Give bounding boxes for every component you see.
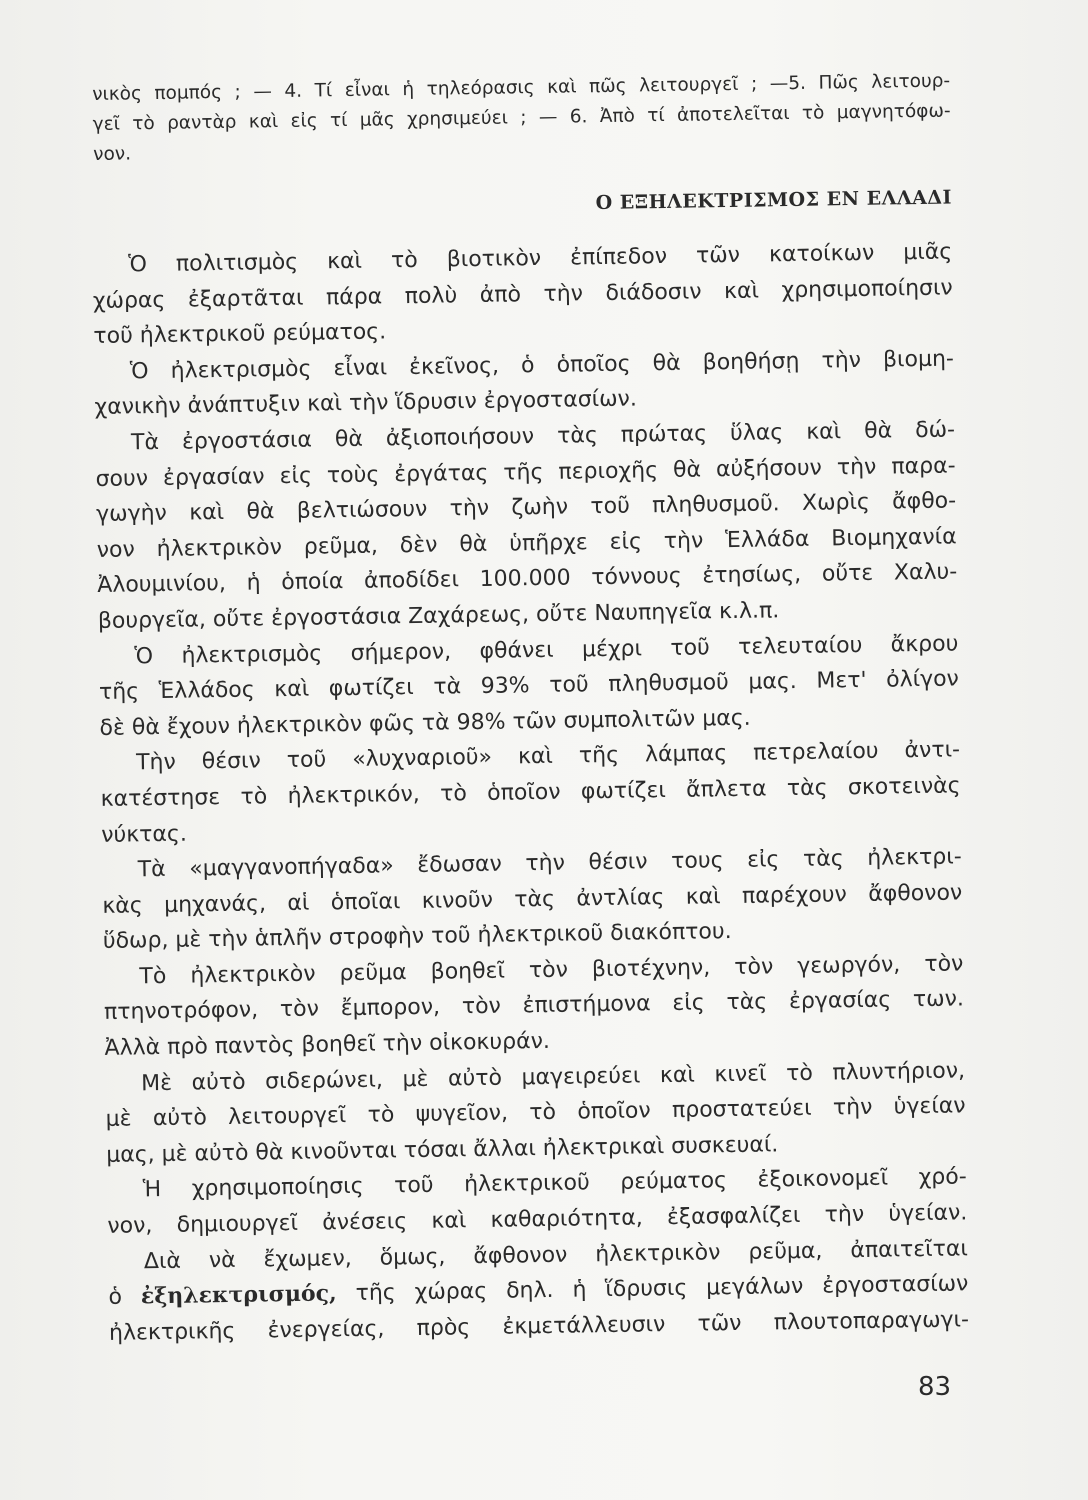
text-line: ἠλεκτρικῆς ἐνεργείας, πρὸς ἐκμετάλλευσιν τῶν πλουτοπαραγωγι-: [108, 1307, 970, 1346]
text-line: βουργεῖα, οὔτε ἐργοστάσια Ζαχάρεως, οὔτε Ναυπηγεῖα κ.λ.π.: [97, 598, 780, 634]
text-line: μὲ αὐτὸ λειτουργεῖ τὸ ψυγεῖον, τὸ ὁποῖον προστατεύει τὴν ὑγείαν: [105, 1093, 966, 1133]
text-line: Μὲ αὐτὸ σιδερώνει, μὲ αὐτὸ μαγειρεύει καὶ κινεῖ τὸ πλυντήριον,: [140, 1058, 966, 1096]
text-line: κατέστησε τὸ ἠλεκτρικόν, τὸ ὁποῖον φωτίζει ἄπλετα τὰς σκοτεινὰς: [100, 773, 961, 812]
text-line: Ἀλλὰ πρὸ παντὸς βοηθεῖ τὴν οἰκοκυράν.: [104, 1028, 551, 1061]
text-line: πτηνοτρόφον, τὸν ἔμπορον, τὸν ἐπιστήμονα εἰς τὰς ἐργασίας των.: [103, 986, 965, 1026]
text-line: νον ἠλεκτρικὸν ρεῦμα, δὲν θὰ ὑπῆρχε εἰς τὴν Ἑλλάδα Βιομηχανία: [96, 524, 957, 563]
question-line: γεῖ τὸ ραντὰρ καὶ εἰς τί μᾶς χρησιμεύει ; — 6. Ἀπὸ τί ἀποτελεῖται τὸ μαγνητόφω-: [92, 100, 951, 135]
review-questions: [92, 67, 951, 170]
section-title: Ο ΕΞΗΛΕΚΤΡΙΣΜΟΣ ΕΝ ΕΛΛΑΔΙ: [595, 186, 953, 215]
text-line: τοῦ ἠλεκτρικοῦ ρεύματος.: [93, 319, 387, 350]
question-line: νον.: [93, 143, 132, 165]
text-line: δὲ θὰ ἔχουν ἠλεκτρικὸν φῶς τὰ 98% τῶν συμπολιτῶν μας.: [99, 705, 751, 741]
text-line: Τὰ ἐργοστάσια θὰ ἀξιοποιήσουν τὰς πρώτας ὕλας καὶ θὰ δώ-: [130, 417, 956, 456]
text-line: Τὴν θέσιν τοῦ «λυχναριοῦ» καὶ τῆς λάμπας πετρελαίου ἀντι-: [135, 737, 961, 776]
text-line: χώρας ἐξαρτᾶται πάρα πολὺ ἀπὸ τὴν διάδοσιν καὶ χρησιμοποίησιν: [92, 275, 953, 314]
text-line: σουν ἐργασίαν εἰς τοὺς ἐργάτας τῆς περιοχῆς θὰ αὐξήσουν τὴν παρα-: [95, 453, 956, 492]
question-line: νικὸς πομπός ; — 4. Τί εἶναι ἡ τηλεόρασις καὶ πῶς λειτουργεῖ ; —5. Πῶς λειτουρ-: [92, 70, 951, 105]
text-line: νύκτας.: [101, 821, 188, 848]
text-line: Ἡ χρησιμοποίησις τοῦ ἠλεκτρικοῦ ρεύματος ἐξοικονομεῖ χρό-: [142, 1164, 967, 1203]
text-line: Ὁ ἠλεκτρισμὸς σήμερον, φθάνει μέχρι τοῦ τελευταίου ἄκρου: [134, 630, 959, 669]
text-line: Διὰ νὰ ἔχωμεν, ὅμως, ἄφθονον ἠλεκτρικὸν ρεῦμα, ἀπαιτεῖται: [143, 1235, 969, 1274]
text-line: τῆς Ἑλλάδος καὶ φωτίζει τὰ 93% τοῦ πληθυσμοῦ μας. Μετ' ὀλίγον: [98, 666, 960, 706]
text-line: Ὁ πολιτισμὸς καὶ τὸ βιοτικὸν ἐπίπεδον τῶν κατοίκων μιᾶς: [128, 239, 953, 278]
text-line: νον, δημιουργεῖ ἀνέσεις καὶ καθαριότητα, ἐξασφαλίζει τὴν ὑγείαν.: [107, 1200, 968, 1239]
text-line: γωγὴν καὶ θὰ βελτιώσουν τὴν ζωὴν τοῦ πληθυσμοῦ. Χωρὶς ἄφθο-: [95, 488, 957, 528]
text-line: Ὁ ἠλεκτρισμὸς εἶναι ἐκεῖνος, ὁ ὁποῖος θὰ βοηθήσῃ τὴν βιομη-: [129, 346, 955, 385]
text-fragment: ὁ: [108, 1284, 142, 1311]
text-line: Τὸ ἠλεκτρικὸν ρεῦμα βοηθεῖ τὸν βιοτέχνην, τὸν γεωργόν, τὸν: [139, 951, 964, 990]
page-number: 83: [918, 1372, 952, 1402]
bold-term: ἐξηλεκτρισμός,: [140, 1280, 337, 1310]
text-line: Ἀλουμινίου, ἡ ὁποία ἀποδίδει 100.000 τόννους ἐτησίως, οὔτε Χαλυ-: [97, 559, 958, 599]
text-fragment: τῆς χώρας δηλ. ἡ ἵδρυσις μεγάλων ἐργοστασίων: [336, 1271, 969, 1307]
text-line: ὕδωρ, μὲ τὴν ἁπλῆν στροφὴν τοῦ ἠλεκτρικοῦ διακόπτου.: [102, 919, 732, 955]
text-line: κὰς μηχανάς, αἱ ὁποῖαι κινοῦν τὰς ἀντλίας καὶ παρέχουν ἄφθονον: [102, 880, 963, 919]
text-line: χανικὴν ἀνάπτυξιν καὶ τὴν ἵδρυσιν ἐργοστασίων.: [94, 386, 638, 421]
text-line: Τὰ «μαγγανοπήγαδα» ἔδωσαν τὴν θέσιν τους εἰς τὰς ἠλεκτρι-: [137, 844, 962, 883]
text-line: μας, μὲ αὐτὸ θὰ κινοῦνται τόσαι ἄλλαι ἠλεκτρικαὶ συσκευαί.: [106, 1132, 779, 1168]
body-text: [92, 234, 969, 1351]
